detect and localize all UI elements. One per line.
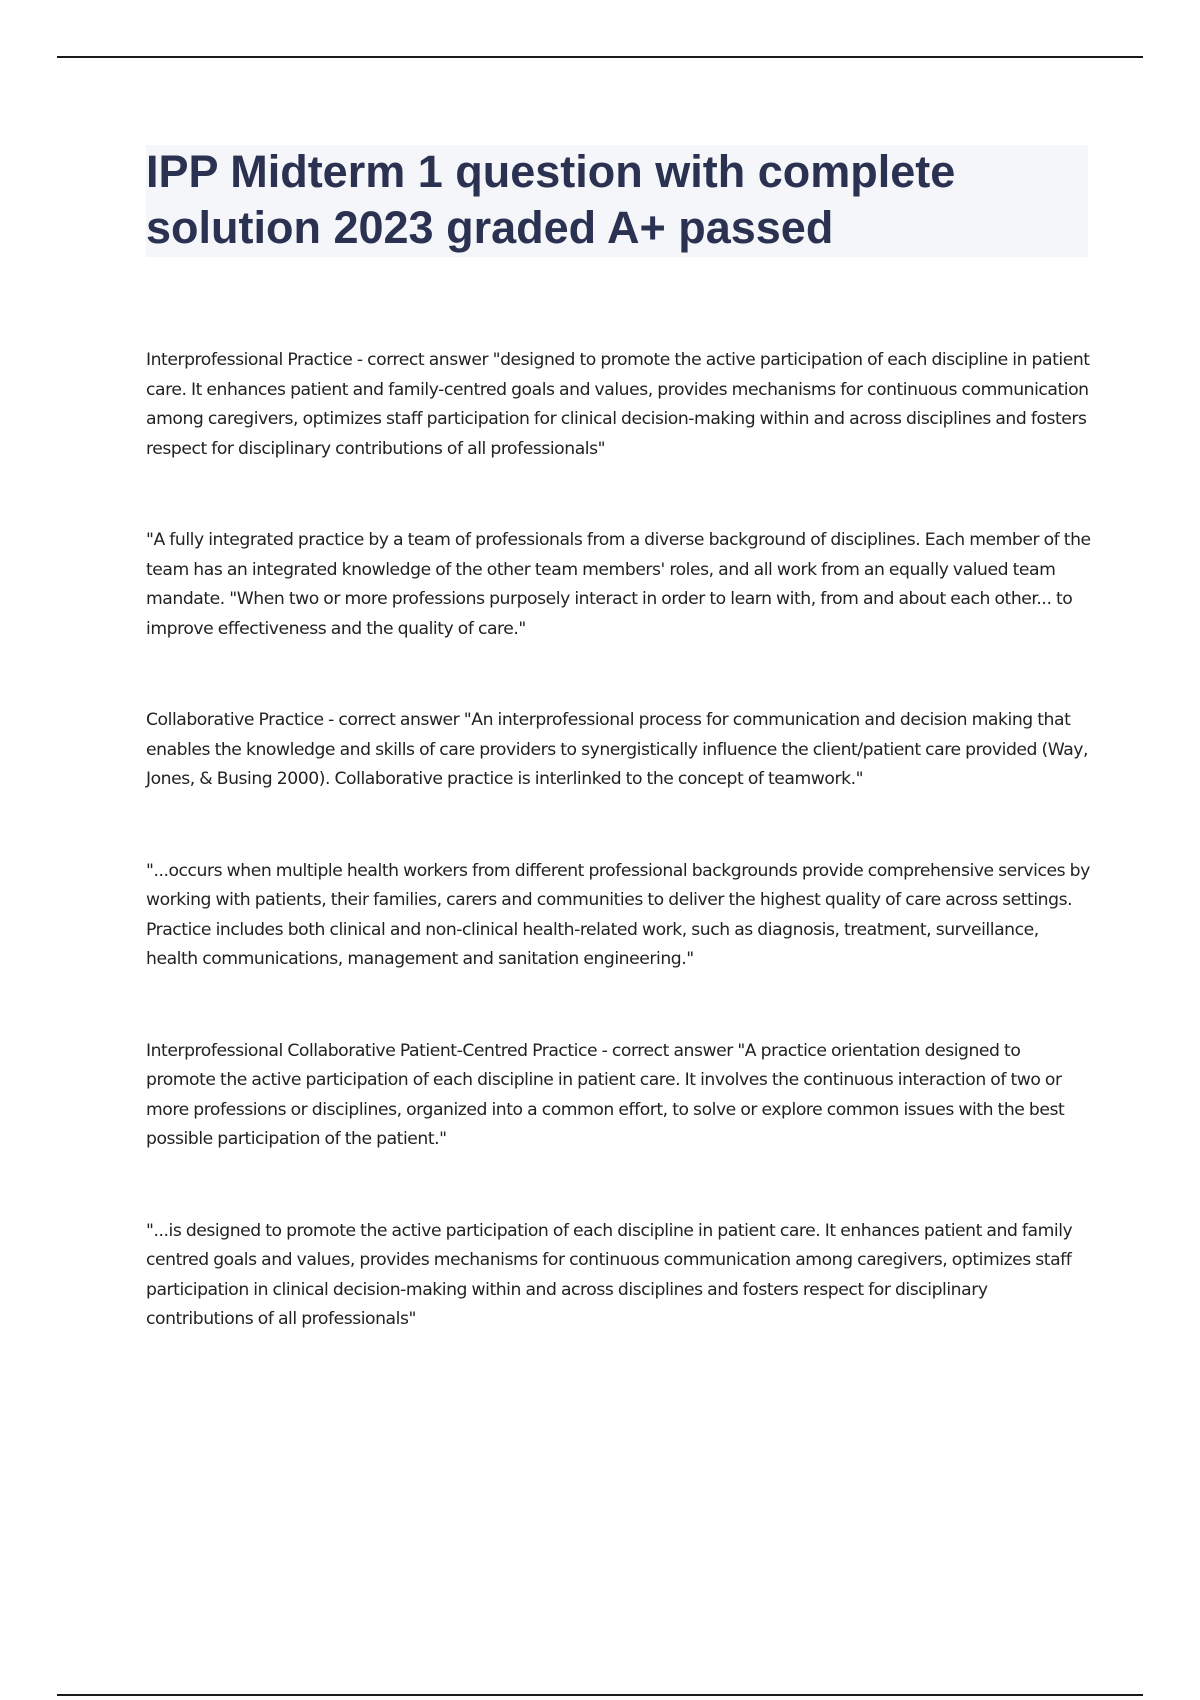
paragraph-integrated-practice-quote: "A fully integrated practice by a team of professionals from a diverse background of disciplines. Each member of the team has an integrated knowledge of the other team members' roles, and all work from an equally valued team mandate. "When two or more professions purposely interact in order to learn with, from and about each other... to improve effectiveness and the quality of care." (146, 530, 1091, 639)
paragraph-health-workers-quote: "...occurs when multiple health workers from different professional backgrounds provide comprehensive services by working with patients, their families, carers and communities to deliver the highest quality of care across settings. Practice includes both clinical and non-clinical health-related work, such as diagnosis, treatment, surveillance, health communications, management and sanitation engineering." (146, 860, 1090, 969)
document-body (146, 346, 1091, 1335)
paragraph-patient-centred-practice: Interprofessional Collaborative Patient-Centred Practice - correct answer "A practice orientation designed to promote the active participation of each discipline in patient care. It involves the continuous interaction of two or more professions or disciplines, organized into a common effort, to solve or explore common issues with the best possible participation of the patient." (146, 1040, 1065, 1149)
paragraph-collaborative-practice: Collaborative Practice - correct answer "An interprofessional process for communication and decision making that enables the knowledge and skills of care providers to synergistically influence the client/patient care provided (Way, Jones, & Busing 2000). Collaborative practice is interlinked to the concept of teamwork." (146, 710, 1089, 789)
paragraph-active-participation-quote: "...is designed to promote the active participation of each discipline in patient care. It enhances patient and family centred goals and values, provides mechanisms for continuous communication among caregivers, optimizes staff participation in clinical decision-making within and across disciplines and fosters respect for disciplinary contributions of all professionals" (146, 1220, 1073, 1329)
top-rule (57, 56, 1143, 58)
paragraph-interprofessional-practice: Interprofessional Practice - correct answer "designed to promote the active participation of each discipline in patient care. It enhances patient and family-centred goals and values, provides mechanisms for continuous communication among caregivers, optimizes staff participation for clinical decision-making within and across disciplines and fosters respect for disciplinary contributions of all professionals" (146, 350, 1090, 459)
bottom-rule (57, 1694, 1143, 1696)
document-title: IPP Midterm 1 question with complete solution 2023 graded A+ passed (146, 146, 956, 253)
